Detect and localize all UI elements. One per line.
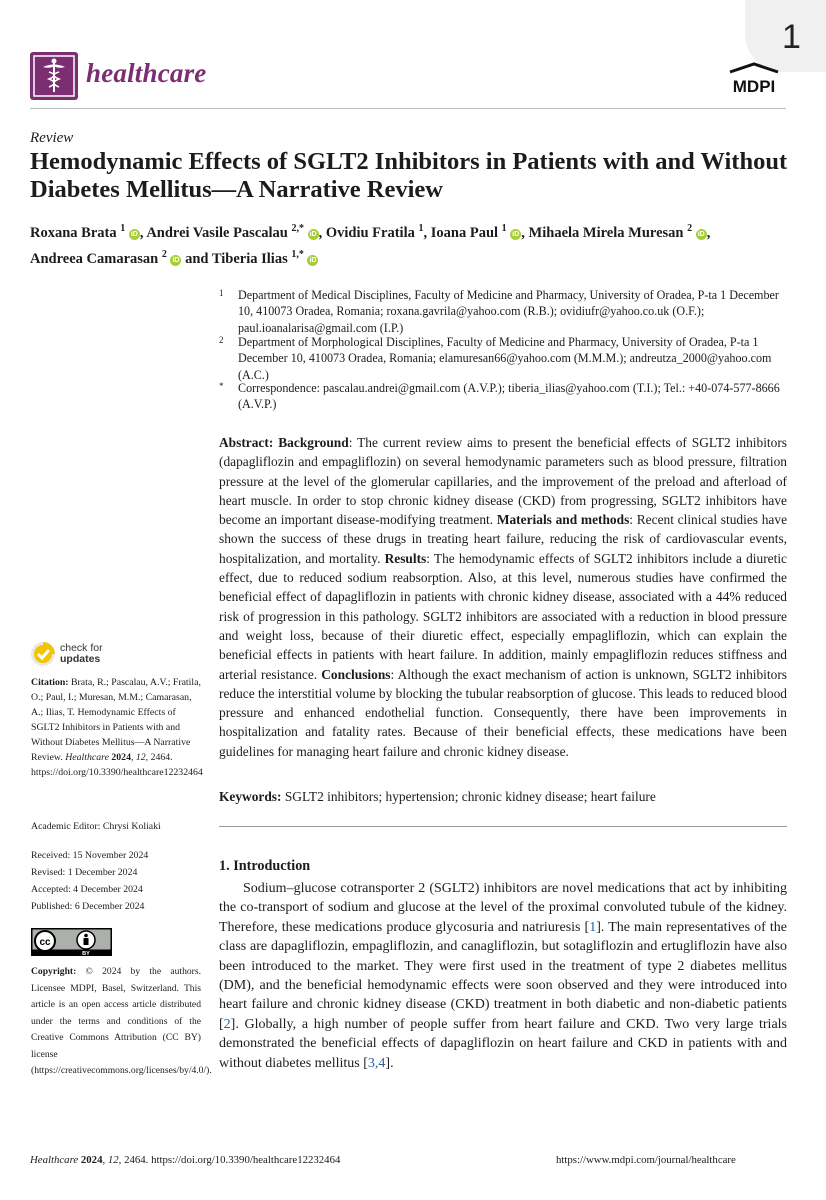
received-date: Received: 15 November 2024 [31,850,149,861]
check-updates-line2: updates [60,653,101,665]
citation-volume: 12 [135,752,146,763]
affiliation-text: Department of Morphological Disciplines, Faculty of Medicine and Pharmacy, University of Oradea, P-ta 1 December 10, 410073 Oradea, Romania; elamuresan66@yahoo.com (M.M.M.); andreutza_2000@yahoo.com (A.C.) [238,335,772,382]
results-text: : The hemodynamic effects of SGLT2 inhibitors include a diuretic effect, due to reduced sodium reabsorption. Also, at this level, numerous studies have confirmed the beneficial effect of dapagliflozin in patients with chronic kidney disease, associated with a 44% reduced risk of progression in this pathology. SGLT2 inhibitors are associated with a reduction in blood pressure and weight loss, because of their diuretic effect, especially empagliflozin, which can explain the beneficial effects in patients with heart failure. In addition, mainly empagliflozin reduces stiffness and arterial resistance. [219,550,787,682]
affiliation-text: Department of Medical Disciplines, Faculty of Medicine and Pharmacy, University of Oradea, P-ta 1 December 10, 410073 Oradea, Romania; roxana.gavrila@yahoo.com (R.B.); ovidiufr@yahoo.co.uk (O.F.); paul.ioanalarisa@gmail.com (I.P.) [238,288,779,335]
header-divider [30,108,786,109]
introduction-paragraph [219,879,787,1073]
author-name: Tiberia Ilias [211,250,288,267]
article-title: Hemodynamic Effects of SGLT2 Inhibitors in Patients with and Without Diabetes Mellitus—A Narrative Review [30,148,788,203]
revised-date: Revised: 1 December 2024 [31,867,138,878]
author-name: Andreea Camarasan [30,250,159,267]
page-number: 1 [782,18,801,56]
copyright-notice [31,964,212,1080]
affiliation-text: Correspondence: pascalau.andrei@gmail.com (A.V.P.); tiberia_ilias@yahoo.com (T.I.); Tel.: +40-074-577-8666 (A.V.P.) [238,381,780,412]
author-affiliation-mark: 1 [501,223,507,234]
reference-link[interactable]: 3,4 [367,1055,386,1071]
svg-text:BY: BY [82,951,90,956]
author-separator: , [706,224,711,241]
copyright-label: Copyright: [31,966,77,977]
affiliation-mark: * [219,381,224,391]
keywords [219,787,787,806]
author-list [30,218,790,270]
footer-volume: 12 [107,1154,119,1166]
reference-link[interactable]: 1 [589,919,597,935]
abstract-label: Abstract: [219,435,274,450]
author-affiliation-mark: 1 [120,223,126,234]
citation-journal: Healthcare [65,752,109,763]
methods-label: Materials and methods [496,512,630,528]
conclusions-text: : Although the exact mechanism of action is unknown, SGLT2 inhibitors reduce the interstitial volume by blocking the tubular reabsorption of glucose. This leads to reduced blood pressure and enhanced endothelial function. Consequently, there have been improvements in hospitalization and fatality rates. Because of their beneficial effects, these medications have been guidelines for managing heart failure and chronic kidney disease. [219,666,787,759]
orcid-icon[interactable]: iD [309,256,317,264]
author-name: Mihaela Mirela Muresan [528,224,684,241]
intro-text: ]. The main representatives of the class are dapagliflozin, empagliflozin, and canagliflozin, but sotagliflozin and ertugliflozin have also been introduced to the market. They were first used in the treatment of type 2 diabetes mellitus (DM), and the beneficial hemodynamic effects were soon observed and they were introduced into heart failure and chronic kidney disease (CKD) treatment in both diabetic and non-diabetic patients [ [219,919,787,1032]
orcid-icon[interactable]: iD [512,230,520,238]
author-name: Andrei Vasile Pascalau [146,224,288,241]
cc-by-license-icon[interactable] [31,928,112,956]
keywords-label: Keywords: [219,789,282,804]
author-name: Ioana Paul [430,224,499,241]
author-affiliation-mark: 1,* [291,248,304,260]
citation-text: Brata, R.; Pascalau, A.V.; Fratila, O.; Paul, I.; Muresan, M.M.; Camarasan, A.; Ilias, T. Hemodynamic Effects of SGLT2 Inhibitors in Patients with and Without Diabetes Mellitus—A Narrative Review. [31,677,201,763]
copyright-text: © 2024 by the authors. Licensee MDPI, Basel, Switzerland. This article is an open access article distributed under the terms and conditions of the Creative Commons Attribution (CC BY) license (https://creativecommons.org/licenses/by/4.0/). [31,966,212,1076]
results-label: Results [384,550,427,566]
author-separator: , [423,224,431,241]
author-separator: , [521,224,529,241]
orcid-icon[interactable]: iD [172,256,180,264]
academic-editor: Academic Editor: Chrysi Koliaki [31,821,161,832]
author-affiliation-mark: 2,* [291,223,304,234]
correspondence [219,380,794,413]
conclusions-label: Conclusions [321,666,391,682]
citation-label: Citation: [31,677,69,688]
footer-journal: Healthcare [30,1154,79,1166]
author-separator: and [181,250,212,267]
intro-text: ]. Globally, a high number of people suffer from heart failure and CKD. Two very large trials demonstrated the beneficial effects of dapagliflozin on heart failure and CKD in patients with and without diabetes mellitus [ [219,1016,787,1071]
keywords-text: SGLT2 inhibitors; hypertension; chronic kidney disease; heart failure [281,789,656,804]
article-type: Review [30,130,74,146]
mdpi-logo-icon [722,62,786,100]
author-separator: , [318,224,326,241]
section-divider [219,826,787,827]
background-text: : The current review aims to present the beneficial effects of SGLT2 inhibitors (dapagliflozin and empagliflozin) on several hemodynamic parameters such as blood pressure, filtration pressure at the level of the glomerular capillaries, and the improvement of the preload and afterload of heart muscle. In order to stop chronic kidney disease (CKD) from progressing, SGLT2 inhibitors have become an important disease-modifying treatment. [219,435,788,528]
affiliation-2 [219,334,794,383]
check-for-updates-icon[interactable] [30,641,56,667]
author-affiliation-mark: 1 [418,223,424,234]
author-affiliation-mark: 2 [687,223,693,234]
intro-text: ]. [385,1055,394,1071]
footer-journal-url[interactable]: https://www.mdpi.com/journal/healthcare [556,1154,736,1166]
author-name: Roxana Brata [30,224,117,241]
mdpi-logo-text: MDPI [732,77,776,96]
citation: Citation: Brata, R.; Pascalau, A.V.; Fratila, O.; Paul, I.; Muresan, M.M.; Camarasan, A.; Ilias, T. Hemodynamic Effects of SGLT2 Inhibitors in Patients with and Without Diabetes Mellitus—A Narrative Review. Healthcare 2024, 12, 2464. https://doi.org/10.3390/healthcare12232464 [31,677,203,778]
intro-text: Sodium–glucose cotransporter 2 (SGLT2) inhibitors are novel medications that act by inhibiting the co-transport of sodium and glucose at the level of the proximal convoluted tubule of the kidney. Therefore, these medications produce glycosuria and natriuresis [ [219,881,787,935]
footer-doi[interactable]: , 2464. https://doi.org/10.3390/healthcare12232464 [118,1154,341,1166]
methods-text: : Recent clinical studies have shown the success of these drugs in treating heart failure, reducing the risk of cardiovascular events, hospitalization, and mortality. [219,512,788,566]
orcid-icon[interactable]: iD [130,230,138,238]
check-for-updates-label[interactable] [60,643,103,665]
svg-text:cc: cc [39,937,51,948]
footer-year: 2024 [80,1154,103,1166]
published-date: Published: 6 December 2024 [31,901,145,912]
citation-doi[interactable]: , 2464. https://doi.org/10.3390/healthcare12232464 [31,752,203,778]
accepted-date: Accepted: 4 December 2024 [31,884,143,895]
journal-name: healthcare [86,58,207,88]
abstract [219,433,787,761]
affiliation-mark: 1 [219,288,224,298]
background-label: Background [278,435,349,450]
citation-year: 2024 [111,752,131,763]
author-separator: , [139,224,147,241]
author-affiliation-mark: 2 [161,248,167,260]
footer-citation: Healthcare 2024, 12, 2464. https://doi.org/10.3390/healthcare12232464 [30,1154,341,1166]
orcid-icon[interactable]: iD [309,230,317,238]
author-name: Ovidiu Fratila [325,224,415,241]
section-heading: 1. Introduction [219,858,311,874]
affiliation-1 [219,287,794,336]
journal-logo-icon [30,52,78,100]
reference-link[interactable]: 2 [223,1016,231,1032]
check-updates-line1: check for [60,642,103,654]
orcid-icon[interactable]: iD [697,230,705,238]
affiliation-mark: 2 [219,335,224,345]
